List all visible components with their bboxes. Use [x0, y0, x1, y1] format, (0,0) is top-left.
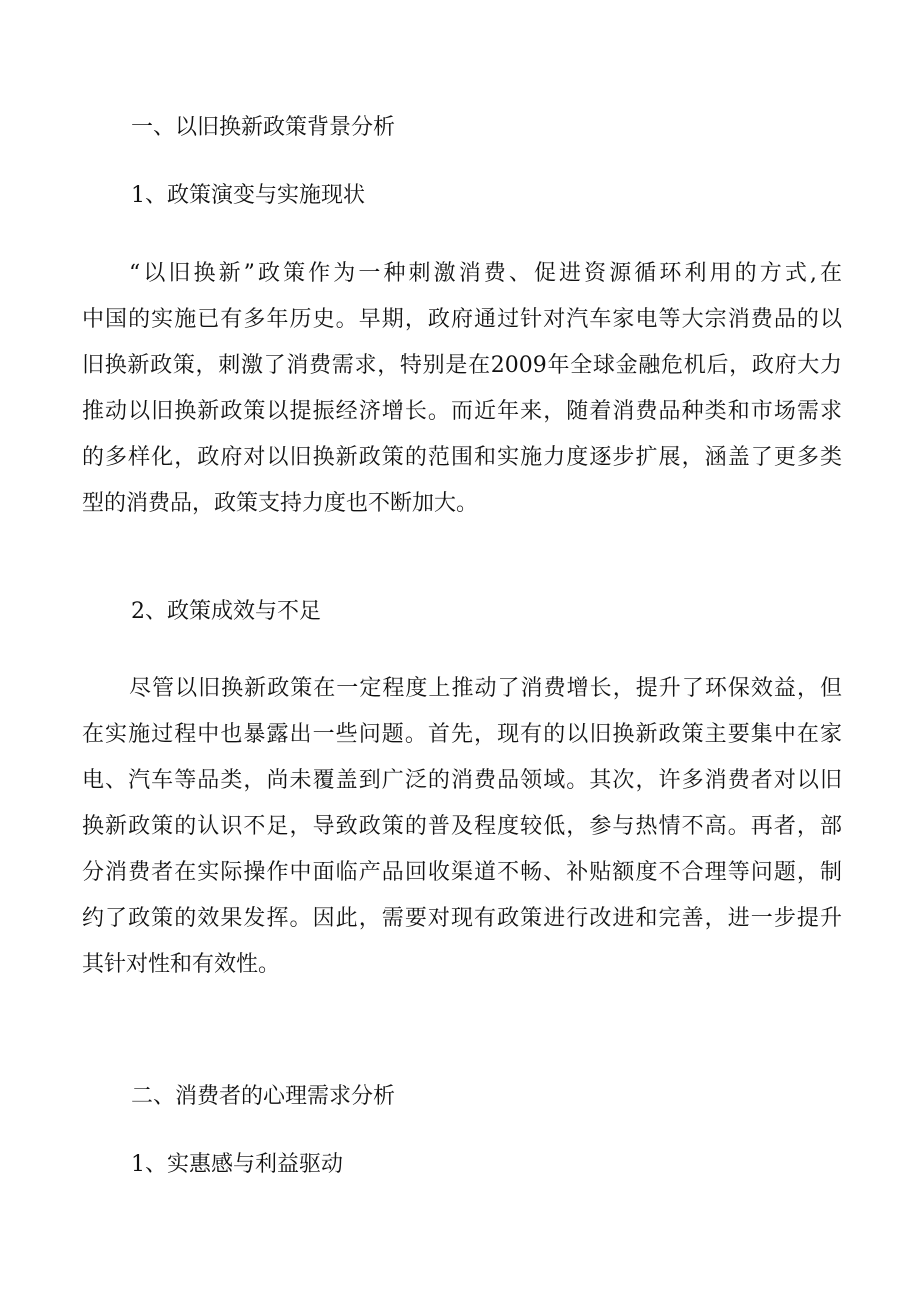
paragraph-line: 型的消费品，政策支持力度也不断加大。	[82, 491, 479, 516]
paragraph-line: 旧换新政策，刺激了消费需求，特别是在2009年全球金融危机后，政府大力	[82, 353, 842, 378]
section-heading-2: 二、消费者的心理需求分析	[131, 1084, 396, 1109]
paragraph-line: 换新政策的认识不足，导致政策的普及程度较低，参与热情不高。再者，部	[82, 814, 842, 839]
subsection-heading-1-2: 2、政策成效与不足	[131, 599, 321, 624]
paragraph-line: 电、汽车等品类，尚未覆盖到广泛的消费品领域。其次，许多消费者对以旧	[82, 768, 842, 793]
paragraph-line: 中国的实施已有多年历史。早期，政府通过针对汽车家电等大宗消费品的以	[82, 307, 842, 332]
paragraph-line: 约了政策的效果发挥。因此，需要对现有政策进行改进和完善，进一步提升	[82, 906, 842, 931]
subsection-heading-2-1: 1、实惠感与利益驱动	[131, 1152, 343, 1177]
paragraph-line: “以旧换新”政策作为一种刺激消费、促进资源循环利用的方式,在	[129, 261, 842, 286]
paragraph-line: 其针对性和有效性。	[82, 952, 281, 977]
paragraph-policy-evolution	[82, 251, 842, 527]
paragraph-line: 的多样化，政府对以旧换新政策的范围和实施力度逐步扩展，涵盖了更多类	[82, 445, 842, 470]
paragraph-line: 尽管以旧换新政策在一定程度上推动了消费增长，提升了环保效益，但	[129, 676, 842, 701]
subsection-heading-1-1: 1、政策演变与实施现状	[131, 183, 365, 208]
paragraph-policy-effects	[82, 666, 842, 988]
section-heading-1: 一、以旧换新政策背景分析	[131, 115, 396, 140]
paragraph-line: 在实施过程中也暴露出一些问题。首先，现有的以旧换新政策主要集中在家	[82, 722, 842, 747]
paragraph-line: 推动以旧换新政策以提振经济增长。而近年来，随着消费品种类和市场需求	[82, 399, 842, 424]
paragraph-line: 分消费者在实际操作中面临产品回收渠道不畅、补贴额度不合理等问题，制	[82, 860, 842, 885]
